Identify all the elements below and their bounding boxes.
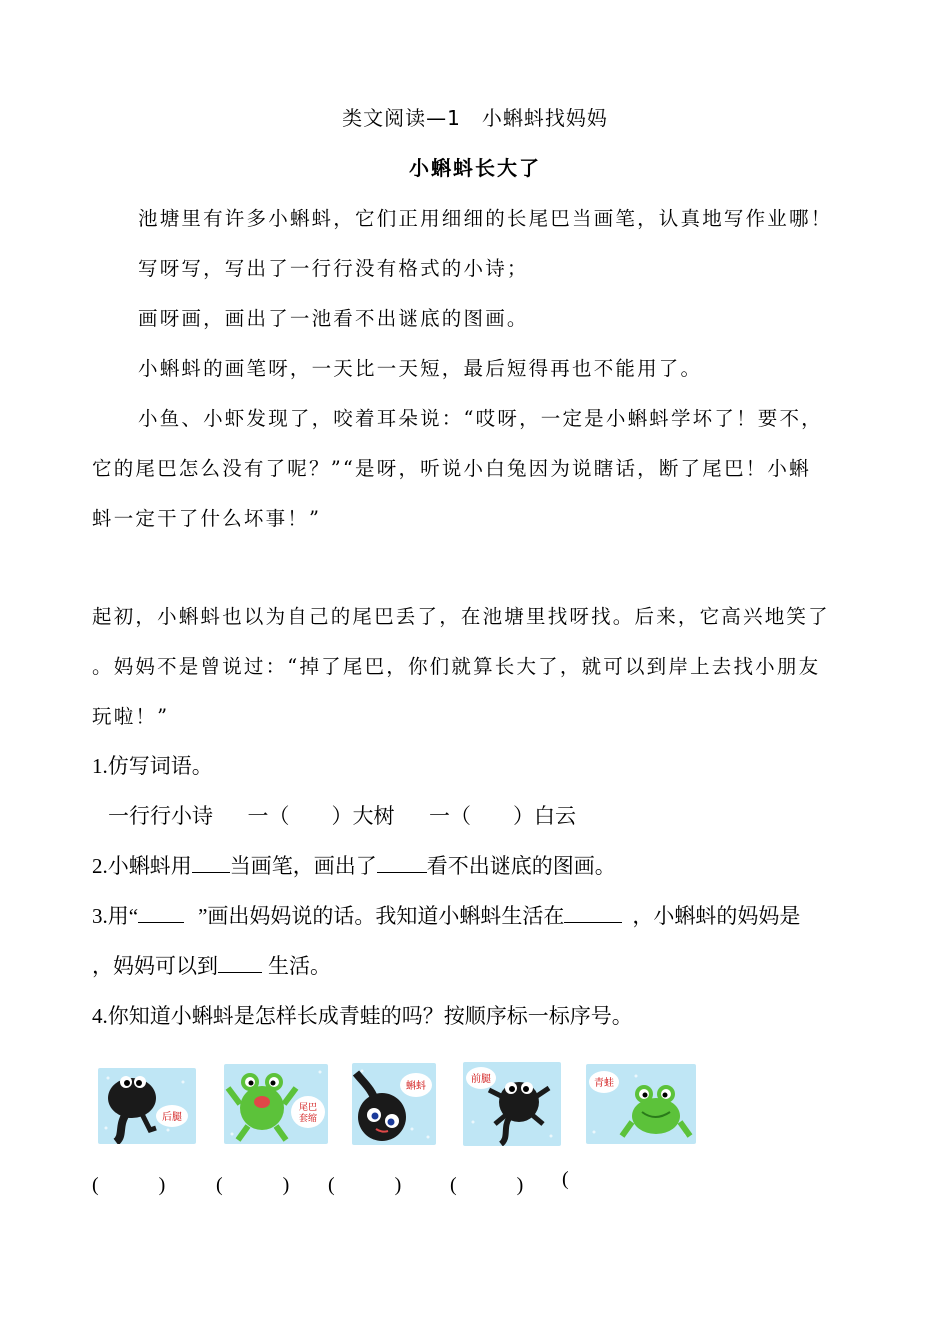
- passage-line: 写呀写，写出了一行行没有格式的小诗；: [138, 257, 529, 280]
- tadpole-hind-legs-icon: [98, 1068, 196, 1144]
- question-3: 3.用“ ”画出妈妈说的话。我知道小蝌蚪生活在 ，小蝌蚪的妈妈是: [92, 904, 801, 928]
- passage-title: 小蝌蚪长大了: [409, 156, 541, 180]
- svg-text:青蛙: 青蛙: [594, 1078, 614, 1089]
- answer-slot-3[interactable]: ( ): [328, 1174, 402, 1196]
- passage-line: 池塘里有许多小蝌蚪，它们正用细细的长尾巴当画笔，认真地写作业哪！: [138, 207, 833, 230]
- passage-line: 起初，小蝌蚪也以为自己的尾巴丢了，在池塘里找呀找。后来，它高兴地笑了: [92, 605, 830, 628]
- passage-line: 它的尾巴怎么没有了呢？”“是呀，听说小白兔因为说瞎话，断了尾巴！小蝌: [92, 457, 811, 480]
- question-1-items: [108, 800, 888, 830]
- frog-icon: [586, 1064, 696, 1144]
- q1-example: 一行行小诗: [108, 804, 213, 828]
- q1-blank-tree[interactable]: 一（ ）大树: [247, 804, 395, 828]
- question-2: 2.小蝌蚪用 当画笔，画出了 看不出谜底的图画。: [92, 854, 616, 878]
- growth-stage-pictures: [96, 1060, 716, 1150]
- question-3-cont: ，妈妈可以到 生活。: [92, 954, 331, 978]
- q2-blank-1[interactable]: [192, 854, 230, 873]
- passage-line: 蚪一定干了什么坏事！”: [92, 507, 322, 530]
- answer-slot-1[interactable]: ( ): [92, 1174, 166, 1196]
- passage-line: 。妈妈不是曾说过：“掉了尾巴，你们就算长大了，就可以到岸上去找小朋友: [92, 655, 821, 678]
- passage-line: 玩啦！”: [92, 705, 170, 728]
- stage-label: 后腿: [162, 1112, 182, 1123]
- svg-text:蝌蚪: 蝌蚪: [406, 1081, 426, 1092]
- q3-blank-mark[interactable]: [138, 904, 184, 923]
- worksheet-title: 类文阅读—1 小蝌蚪找妈妈: [342, 106, 608, 130]
- svg-text:套缩: 套缩: [298, 1114, 318, 1124]
- answer-slot-5[interactable]: (: [562, 1168, 569, 1190]
- passage-line: 小蝌蚪的画笔呀，一天比一天短，最后短得再也不能用了。: [138, 357, 703, 380]
- q1-blank-cloud[interactable]: 一（ ）白云: [429, 804, 576, 828]
- q2-blank-2[interactable]: [377, 854, 427, 873]
- passage-line: 小鱼、小虾发现了，咬着耳朵说：“哎呀，一定是小蝌蚪学坏了！要不，: [138, 407, 823, 430]
- answer-parentheses: [92, 1168, 692, 1198]
- question-1-title: 1.仿写词语。: [92, 754, 213, 778]
- answer-slot-2[interactable]: ( ): [216, 1174, 290, 1196]
- svg-text:尾巴: 尾巴: [298, 1103, 318, 1113]
- question-4-title: 4.你知道小蝌蚪是怎样长成青蛙的吗？按顺序标一标序号。: [92, 1004, 633, 1028]
- frog-tail-shrinking-icon: [224, 1064, 328, 1144]
- tadpole-front-legs-icon: [463, 1062, 561, 1146]
- svg-text:前腿: 前腿: [471, 1074, 491, 1085]
- tadpole-icon: [352, 1063, 436, 1145]
- q3-blank-place[interactable]: [218, 954, 262, 973]
- passage-line: 画呀画，画出了一池看不出谜底的图画。: [138, 307, 529, 330]
- answer-slot-4[interactable]: ( ): [450, 1174, 524, 1196]
- q3-blank-habitat[interactable]: [564, 904, 622, 923]
